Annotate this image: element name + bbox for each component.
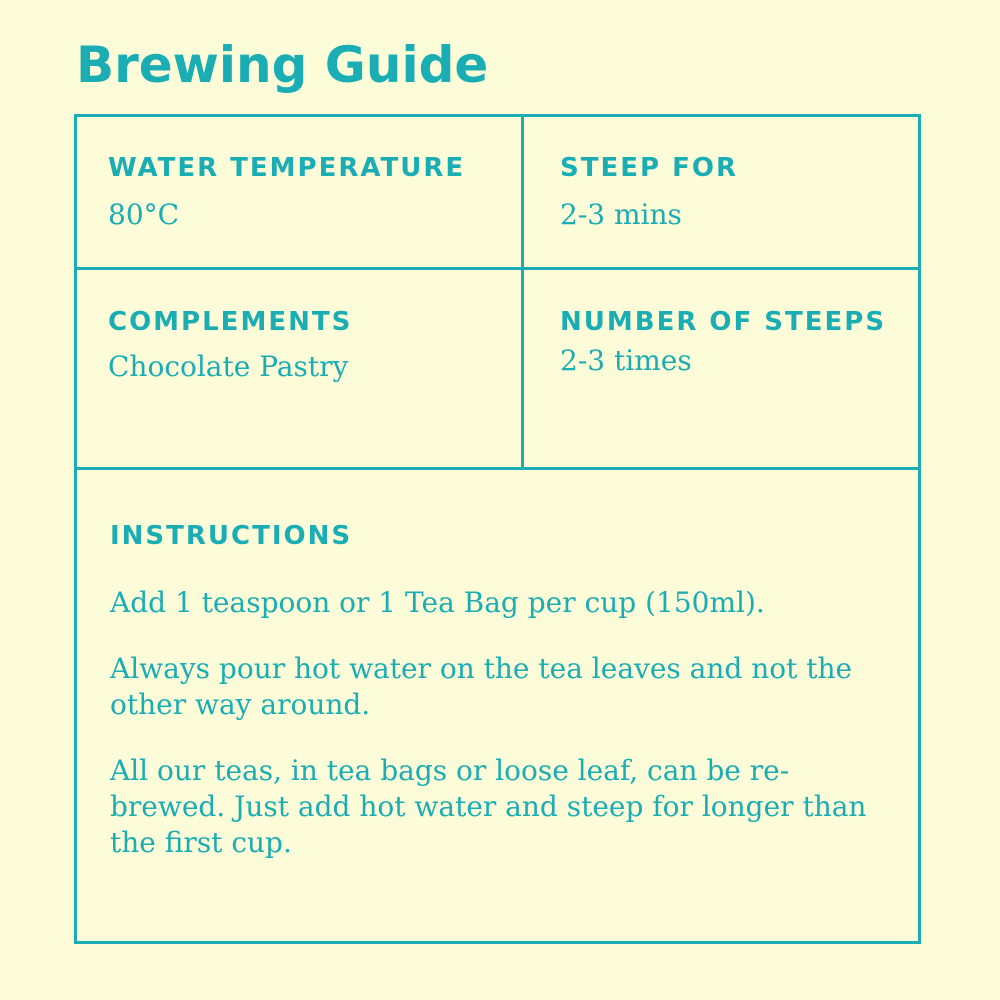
complements-label: COMPLEMENTS [108,307,353,337]
instructions-cell [110,519,870,891]
water-temperature-cell [108,151,465,233]
water-temperature-label: WATER TEMPERATURE [108,153,466,183]
instruction-paragraph-3: All our teas, in tea bags or loose leaf, can be re-brewed. Just add hot water and steep for longer than the first cup. [110,754,867,859]
water-temperature-value: 80°C [108,198,180,231]
row-divider-2 [77,467,918,470]
steep-for-cell [560,151,738,233]
steep-for-label: STEEP FOR [560,153,738,183]
instruction-paragraph-1: Add 1 teaspoon or 1 Tea Bag per cup (150ml). [110,586,765,619]
brewing-guide-table [74,114,921,944]
column-divider [521,117,524,467]
page-title: Brewing Guide [76,36,489,94]
complements-cell [108,305,352,385]
complements-value: Chocolate Pastry [108,350,349,383]
row-divider-1 [77,267,918,270]
steep-for-value: 2-3 mins [560,198,682,231]
number-of-steeps-value: 2-3 times [560,344,692,377]
instructions-label: INSTRUCTIONS [110,521,353,551]
number-of-steeps-cell [560,305,886,379]
instruction-paragraph-2: Always pour hot water on the tea leaves and not the other way around. [110,652,853,721]
number-of-steeps-label: NUMBER OF STEEPS [560,307,887,337]
